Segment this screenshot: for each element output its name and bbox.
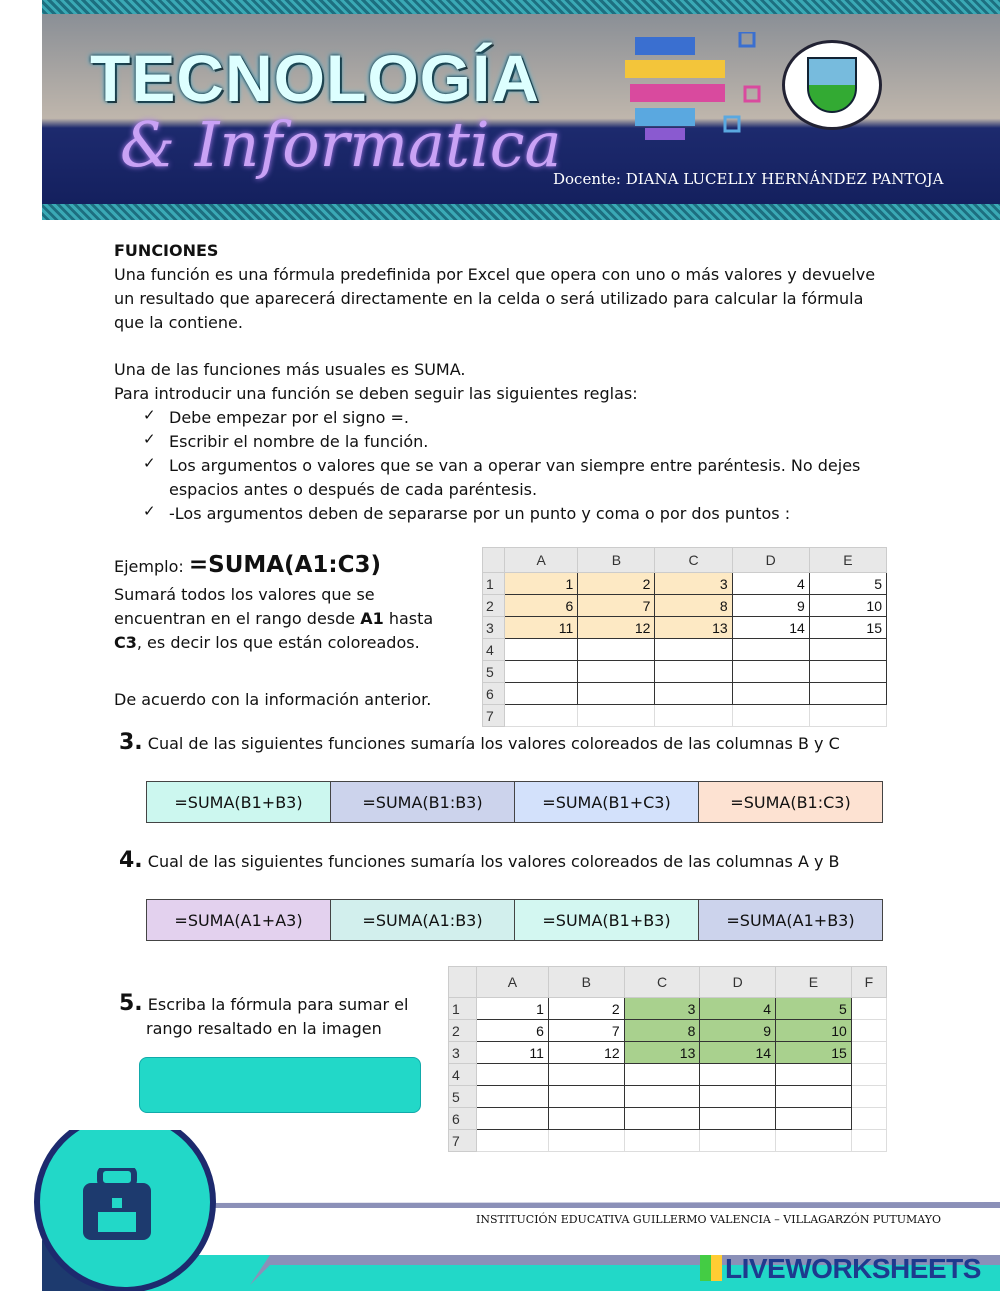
cell[interactable]: 2 bbox=[578, 573, 655, 595]
row-header[interactable]: 1 bbox=[483, 573, 505, 595]
cell[interactable]: 9 bbox=[700, 1020, 776, 1042]
cell[interactable] bbox=[655, 639, 732, 661]
cell[interactable] bbox=[732, 683, 809, 705]
cell[interactable]: 14 bbox=[732, 617, 809, 639]
cell[interactable]: 11 bbox=[477, 1042, 549, 1064]
sheet-row bbox=[483, 705, 887, 727]
cell[interactable] bbox=[624, 1108, 700, 1130]
column-header[interactable]: A bbox=[477, 967, 549, 998]
school-seal-logo bbox=[782, 40, 882, 130]
sheet-row bbox=[483, 661, 887, 683]
row-header[interactable]: 6 bbox=[449, 1108, 477, 1130]
cell[interactable] bbox=[578, 639, 655, 661]
cell[interactable]: 15 bbox=[809, 617, 886, 639]
option-q3-2[interactable]: =SUMA(B1:B3) bbox=[331, 782, 515, 822]
column-header[interactable]: C bbox=[655, 548, 732, 573]
cell[interactable] bbox=[477, 1108, 549, 1130]
cell[interactable] bbox=[505, 683, 578, 705]
cell[interactable] bbox=[809, 705, 886, 727]
cell[interactable] bbox=[505, 705, 578, 727]
question-text: Cual de las siguientes funciones sumaría los valores coloreados de las columnas B y C bbox=[147, 734, 840, 753]
row-header[interactable]: 7 bbox=[483, 705, 505, 727]
column-header[interactable]: B bbox=[548, 967, 624, 998]
row-header[interactable]: 4 bbox=[483, 639, 505, 661]
cell[interactable] bbox=[624, 1064, 700, 1086]
option-q4-4[interactable]: =SUMA(A1+B3) bbox=[699, 900, 882, 940]
spreadsheet-example bbox=[482, 547, 887, 727]
question-5 bbox=[119, 992, 408, 1041]
corner-cell[interactable] bbox=[483, 548, 505, 573]
cell[interactable]: 1 bbox=[505, 573, 578, 595]
cell[interactable] bbox=[700, 1108, 776, 1130]
cell[interactable] bbox=[700, 1064, 776, 1086]
row-header[interactable]: 5 bbox=[483, 661, 505, 683]
option-q3-3[interactable]: =SUMA(B1+C3) bbox=[515, 782, 699, 822]
column-header[interactable]: F bbox=[851, 967, 886, 998]
cell[interactable] bbox=[851, 1108, 886, 1130]
column-header[interactable]: D bbox=[700, 967, 776, 998]
cell[interactable] bbox=[548, 1108, 624, 1130]
cell[interactable] bbox=[732, 639, 809, 661]
cell[interactable] bbox=[578, 661, 655, 683]
title-tecnologia: TECNOLOGÍA bbox=[90, 41, 540, 115]
footer-institution: INSTITUCIÓN EDUCATIVA GUILLERMO VALENCIA – VILLAGARZÓN PUTUMAYO bbox=[476, 1213, 942, 1226]
liveworksheets-logo bbox=[700, 1253, 981, 1285]
cell[interactable] bbox=[578, 683, 655, 705]
sheet-row bbox=[449, 1042, 887, 1064]
cell[interactable] bbox=[477, 1064, 549, 1086]
teacher-name: Docente: DIANA LUCELLY HERNÁNDEZ PANTOJA bbox=[553, 170, 944, 188]
header-row bbox=[483, 548, 887, 573]
sheet-row bbox=[483, 639, 887, 661]
row-header[interactable]: 1 bbox=[449, 998, 477, 1020]
cell[interactable] bbox=[655, 661, 732, 683]
question-number: 3. bbox=[119, 730, 143, 755]
check-icon: ✓ bbox=[143, 502, 156, 520]
sheet-row bbox=[449, 1064, 887, 1086]
row-header[interactable]: 3 bbox=[483, 617, 505, 639]
cell[interactable]: 14 bbox=[700, 1042, 776, 1064]
cell[interactable] bbox=[851, 1042, 886, 1064]
sheet-row bbox=[449, 1108, 887, 1130]
check-icon: ✓ bbox=[143, 406, 156, 424]
section-heading: FUNCIONES bbox=[114, 241, 219, 260]
cell[interactable] bbox=[655, 683, 732, 705]
cell[interactable] bbox=[776, 1108, 852, 1130]
cell[interactable] bbox=[809, 639, 886, 661]
sheet-row bbox=[483, 617, 887, 639]
example-label: Ejemplo: bbox=[114, 557, 189, 576]
live-logo-icon bbox=[700, 1255, 722, 1281]
desc-c3: C3 bbox=[114, 633, 137, 652]
cell[interactable]: 12 bbox=[578, 617, 655, 639]
cell[interactable]: 10 bbox=[809, 595, 886, 617]
cell[interactable] bbox=[477, 1086, 549, 1108]
desc-a1: A1 bbox=[360, 609, 384, 628]
cell[interactable]: 1 bbox=[477, 998, 549, 1020]
cell[interactable]: 3 bbox=[624, 998, 700, 1020]
rule-item: -Los argumentos deben de separarse por un punto y coma o por dos puntos : bbox=[169, 504, 791, 523]
cell[interactable] bbox=[809, 683, 886, 705]
row-header[interactable]: 2 bbox=[449, 1020, 477, 1042]
sheet-row bbox=[449, 1086, 887, 1108]
cell[interactable]: 2 bbox=[548, 998, 624, 1020]
backpack-icon bbox=[78, 1168, 156, 1240]
cell[interactable]: 7 bbox=[578, 595, 655, 617]
cell[interactable]: 13 bbox=[624, 1042, 700, 1064]
cell[interactable] bbox=[624, 1086, 700, 1108]
question-4 bbox=[119, 848, 840, 873]
example-formula: =SUMA(A1:C3) bbox=[188, 552, 381, 578]
cell[interactable]: 12 bbox=[548, 1042, 624, 1064]
cell[interactable]: 5 bbox=[809, 573, 886, 595]
cell[interactable] bbox=[578, 705, 655, 727]
desc-text: , es decir los que están coloreados. bbox=[136, 633, 420, 652]
row-header[interactable]: 5 bbox=[449, 1086, 477, 1108]
row-header[interactable]: 6 bbox=[483, 683, 505, 705]
option-q4-3[interactable]: =SUMA(B1+B3) bbox=[515, 900, 699, 940]
cell[interactable] bbox=[851, 998, 886, 1020]
cell[interactable] bbox=[505, 661, 578, 683]
option-q3-4[interactable]: =SUMA(B1:C3) bbox=[699, 782, 882, 822]
row-header[interactable]: 2 bbox=[483, 595, 505, 617]
check-icon: ✓ bbox=[143, 430, 156, 448]
cell[interactable] bbox=[548, 1064, 624, 1086]
question-number: 4. bbox=[119, 848, 143, 873]
corner-cell[interactable] bbox=[449, 967, 477, 998]
column-header[interactable]: E bbox=[809, 548, 886, 573]
check-icon: ✓ bbox=[143, 454, 156, 472]
note: De acuerdo con la información anterior. bbox=[114, 690, 432, 709]
column-header[interactable]: C bbox=[624, 967, 700, 998]
cell[interactable] bbox=[700, 1086, 776, 1108]
desc-text: Sumará todos los valores que se encuentran en el rango desde bbox=[114, 585, 375, 628]
cell[interactable]: 8 bbox=[624, 1020, 700, 1042]
column-header[interactable]: B bbox=[578, 548, 655, 573]
cell[interactable] bbox=[809, 661, 886, 683]
cell[interactable]: 7 bbox=[548, 1020, 624, 1042]
cell[interactable]: 3 bbox=[655, 573, 732, 595]
sheet-row bbox=[483, 595, 887, 617]
column-header[interactable]: A bbox=[505, 548, 578, 573]
cell[interactable]: 6 bbox=[505, 595, 578, 617]
column-header[interactable]: D bbox=[732, 548, 809, 573]
brain-circuit-icon bbox=[625, 32, 765, 142]
question-text: Escriba la fórmula para sumar el bbox=[147, 995, 409, 1014]
intro-paragraph: Una función es una fórmula predefinida por Excel que opera con uno o más valores y devuelve un resultado que aparecerá directamente en la celda o será utilizado para calcular la fórmula que la contiene. bbox=[114, 265, 876, 332]
desc-text: hasta bbox=[383, 609, 434, 628]
answer-input[interactable] bbox=[139, 1057, 421, 1113]
cell[interactable]: 11 bbox=[505, 617, 578, 639]
rule-item: Escribir el nombre de la función. bbox=[169, 432, 429, 451]
option-q4-1[interactable]: =SUMA(A1+A3) bbox=[147, 900, 331, 940]
row-header[interactable]: 7 bbox=[449, 1130, 477, 1152]
q3-options bbox=[146, 781, 883, 823]
cell[interactable] bbox=[548, 1086, 624, 1108]
example-description bbox=[114, 583, 444, 655]
sheet-row bbox=[483, 683, 887, 705]
cell[interactable]: 8 bbox=[655, 595, 732, 617]
sheet-row bbox=[449, 1020, 887, 1042]
option-q4-2[interactable]: =SUMA(A1:B3) bbox=[331, 900, 515, 940]
cell[interactable] bbox=[776, 1086, 852, 1108]
cell[interactable] bbox=[505, 639, 578, 661]
cell[interactable]: 4 bbox=[700, 998, 776, 1020]
cell[interactable] bbox=[732, 705, 809, 727]
column-header[interactable]: E bbox=[776, 967, 852, 998]
cell[interactable]: 6 bbox=[477, 1020, 549, 1042]
sheet-row bbox=[449, 998, 887, 1020]
cell[interactable]: 5 bbox=[776, 998, 852, 1020]
cell[interactable]: 4 bbox=[732, 573, 809, 595]
cell[interactable] bbox=[655, 705, 732, 727]
brand-text: LIVEWORKSHEETS bbox=[725, 1253, 981, 1284]
cell[interactable]: 9 bbox=[732, 595, 809, 617]
cell[interactable] bbox=[851, 1020, 886, 1042]
question-text: rango resaltado en la imagen bbox=[146, 1019, 382, 1038]
cell[interactable] bbox=[851, 1064, 886, 1086]
question-number: 5. bbox=[119, 991, 143, 1016]
cell[interactable]: 13 bbox=[655, 617, 732, 639]
cell[interactable]: 15 bbox=[776, 1042, 852, 1064]
rule-item: Debe empezar por el signo =. bbox=[169, 408, 409, 427]
q4-options bbox=[146, 899, 883, 941]
cell[interactable] bbox=[851, 1086, 886, 1108]
question-text: Cual de las siguientes funciones sumaría los valores coloreados de las columnas A y B bbox=[147, 852, 840, 871]
spreadsheet-highlighted bbox=[448, 966, 887, 1152]
sheet-row bbox=[483, 573, 887, 595]
cell[interactable] bbox=[776, 1064, 852, 1086]
header-row bbox=[449, 967, 887, 998]
option-q3-1[interactable]: =SUMA(B1+B3) bbox=[147, 782, 331, 822]
title-informatica: & Informatica bbox=[120, 108, 562, 181]
row-header[interactable]: 3 bbox=[449, 1042, 477, 1064]
cell[interactable] bbox=[732, 661, 809, 683]
row-header[interactable]: 4 bbox=[449, 1064, 477, 1086]
rules-intro: Para introducir una función se deben seguir las siguientes reglas: bbox=[114, 384, 638, 403]
intro-suma: Una de las funciones más usuales es SUMA. bbox=[114, 360, 466, 379]
rule-item: Los argumentos o valores que se van a operar van siempre entre paréntesis. No dejes espacios antes o después de cada paréntesis. bbox=[169, 456, 861, 499]
question-3 bbox=[119, 730, 840, 755]
cell[interactable]: 10 bbox=[776, 1020, 852, 1042]
example-line bbox=[114, 552, 381, 578]
